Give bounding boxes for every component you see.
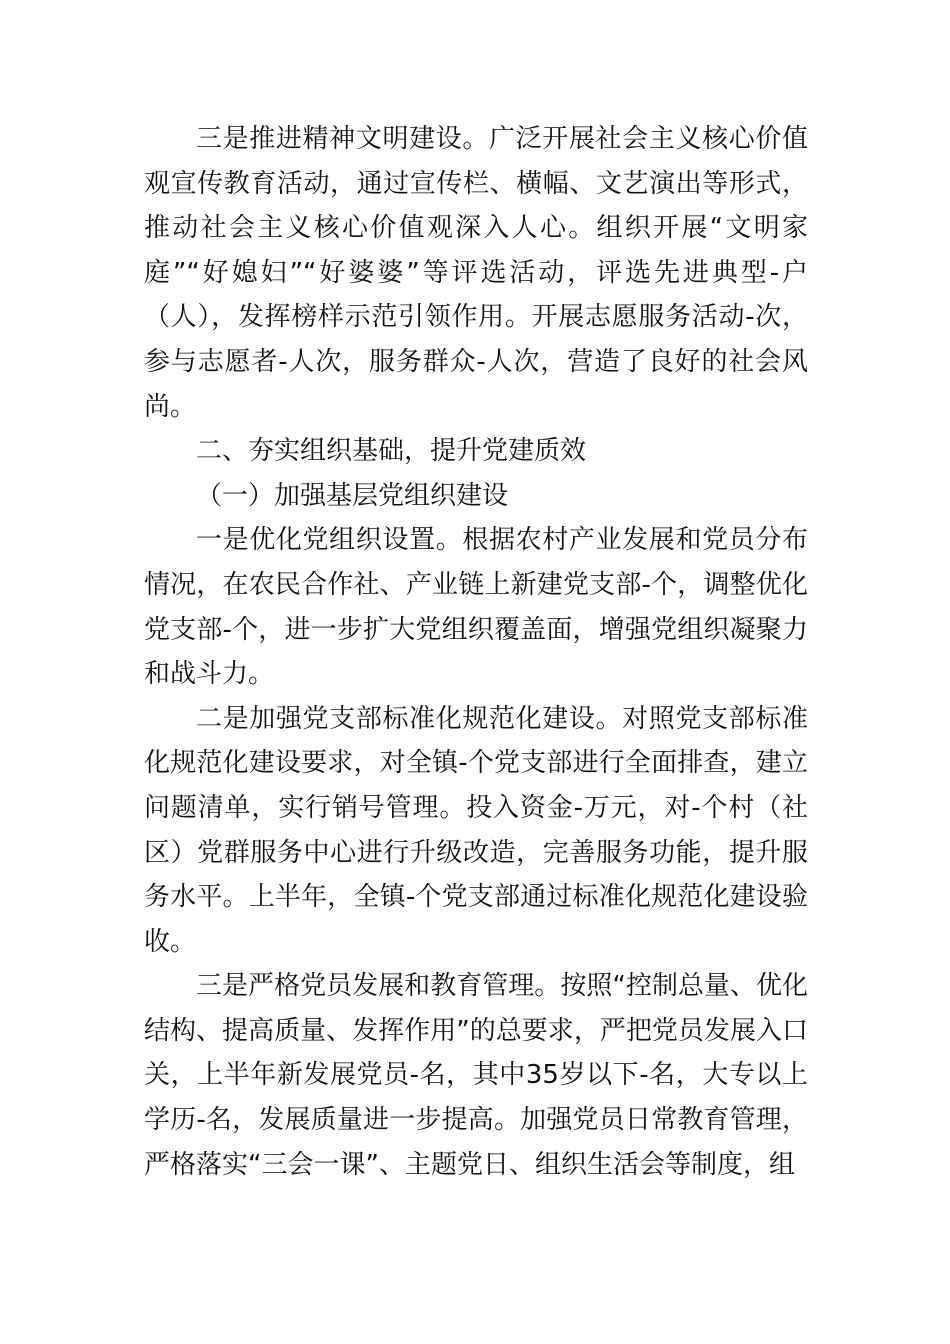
paragraph-optimize-setup: 一是优化党组织设置。根据农村产业发展和党员分布情况，在农民合作社、产业链上新建党支部-个，调整优化党支部-个，进一步扩大党组织覆盖面，增强党组织凝聚力和战斗力。 [144,525,808,690]
subsection-heading-party-building: （一）加强基层党组织建设 [196,480,509,511]
paragraph-standardization: 二是加强党支部标准化规范化建设。对照党支部标准化规范化建设要求，对全镇-个党支部进行全面排查，建立问题清单，实行销号管理。投入资金-万元，对-个村（社区）党群服务中心进行升级改造，完善服务功能，提升服务水平。上半年，全镇-个党支部通过标准化规范化建设验收。 [144,703,808,957]
paragraph-member-management: 三是严格党员发展和教育管理。按照“控制总量、优化结构、提高质量、发挥作用”的总要求，严把党员发展入口关，上半年新发展党员-名，其中35岁以下-名，大专以上学历-名，发展质量进一步提高。加强党员日常教育管理，严格落实“三会一课”、主题党日、组织生活会等制度，组 [144,971,808,1180]
section-heading-organization: 二、夯实组织基础，提升党建质效 [196,436,587,467]
document-page [144,117,808,1187]
paragraph-spiritual-civilization: 三是推进精神文明建设。广泛开展社会主义核心价值观宣传教育活动，通过宣传栏、横幅、文艺演出等形式，推动社会主义核心价值观深入人心。组织开展“文明家庭”“好媳妇”“好婆婆”等评选活动，评选先进典型-户（人），发挥榜样示范引领作用。开展志愿服务活动-次，参与志愿者-人次，服务群众-人次，营造了良好的社会风尚。 [144,124,808,422]
